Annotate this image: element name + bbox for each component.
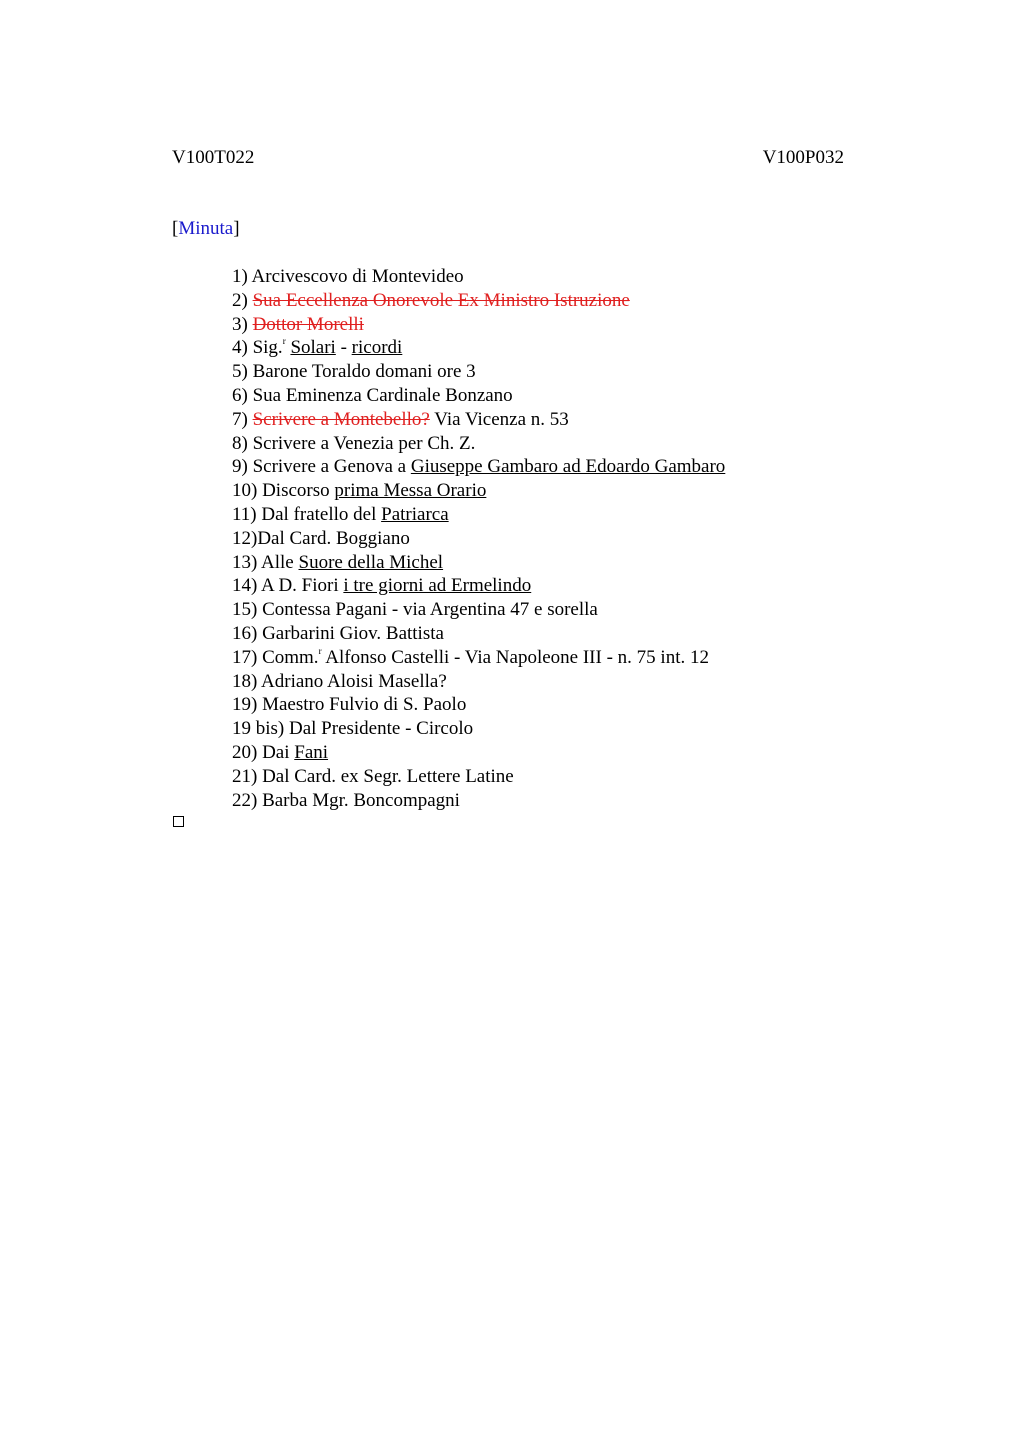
minuta-close-bracket: ]: [233, 218, 240, 239]
item-text: 1) Arcivescovo di Montevideo: [232, 266, 464, 287]
list-item: [232, 289, 725, 313]
superscript: r: [318, 645, 322, 656]
list-item: [232, 408, 725, 432]
underlined-text: Fani: [294, 741, 329, 763]
minuta-link[interactable]: Minuta: [178, 218, 234, 239]
list-item: [232, 336, 725, 360]
list-item: [232, 789, 725, 813]
list-item: [232, 646, 725, 670]
item-text: 22) Barba Mgr. Boncompagni: [232, 789, 460, 811]
minuta-label: [172, 217, 240, 241]
item-text: 18) Adriano Aloisi Masella?: [232, 670, 447, 692]
item-text: -: [335, 337, 352, 359]
correspondence-list: [232, 265, 725, 812]
underlined-text: ricordi: [351, 337, 403, 359]
list-item: [232, 574, 725, 598]
underlined-text: Giuseppe Gambaro ad Edoardo Gambaro: [410, 456, 726, 478]
item-text: 5) Barone Toraldo domani ore 3: [232, 361, 476, 383]
deleted-text: Scrivere a Montebello?: [252, 408, 430, 430]
list-item: [232, 265, 725, 289]
list-item: [232, 551, 725, 575]
list-item: [232, 384, 725, 408]
underlined-text: prima Messa Orario: [334, 480, 487, 502]
list-item: [232, 432, 725, 456]
list-item: [232, 717, 725, 741]
list-item: [232, 765, 725, 789]
list-item: [232, 693, 725, 717]
item-text: Via Vicenza n. 53: [429, 408, 569, 430]
underlined-text: Suore della Michel: [298, 551, 444, 573]
document-code-left: V100T022: [172, 147, 255, 168]
item-text: 12)Dal Card. Boggiano: [232, 527, 410, 549]
list-item: [232, 527, 725, 551]
item-text: 14) A D. Fiori: [232, 575, 344, 597]
item-text: 16) Garbarini Giov. Battista: [232, 622, 444, 644]
item-text: 4) Sig.: [232, 337, 283, 359]
item-text: 9) Scrivere a Genova a: [232, 456, 411, 478]
square-outline-icon: [173, 816, 184, 827]
item-text: Alfonso Castelli - Via Napoleone III - n. 75 int. 12: [321, 646, 709, 668]
list-item: [232, 313, 725, 337]
item-number: 7): [232, 408, 253, 430]
item-text: 10) Discorso: [232, 480, 335, 502]
item-text: 6) Sua Eminenza Cardinale Bonzano: [232, 384, 513, 406]
list-item: [232, 455, 725, 479]
item-text: 15) Contessa Pagani - via Argentina 47 e sorella: [232, 599, 598, 621]
underlined-text: Patriarca: [381, 503, 449, 525]
item-text: 17) Comm.: [232, 646, 319, 668]
item-text: 21) Dal Card. ex Segr. Lettere Latine: [232, 765, 514, 787]
minuta-open-bracket: [: [172, 218, 179, 239]
item-text: 20) Dai: [232, 741, 295, 763]
document-code-right: V100P032: [762, 147, 844, 168]
item-number: 3): [232, 313, 253, 335]
list-item: [232, 503, 725, 527]
item-text: 8) Scrivere a Venezia per Ch. Z.: [232, 432, 476, 454]
list-item: [232, 670, 725, 694]
item-number: 2): [232, 289, 253, 311]
list-item: [232, 741, 725, 765]
deleted-text: Sua Eccellenza Onorevole Ex Ministro Istruzione: [252, 289, 630, 311]
list-item: [232, 598, 725, 622]
deleted-text: Dottor Morelli: [252, 313, 364, 335]
list-item: [232, 622, 725, 646]
underlined-text: Solari: [290, 337, 336, 359]
superscript: r: [282, 336, 286, 347]
item-text: 19) Maestro Fulvio di S. Paolo: [232, 694, 467, 716]
list-item: [232, 360, 725, 384]
item-text: 19 bis) Dal Presidente - Circolo: [232, 718, 474, 740]
item-text: 13) Alle: [232, 551, 299, 573]
list-item: [232, 479, 725, 503]
item-text: 11) Dal fratello del: [232, 503, 382, 525]
underlined-text: i tre giorni ad Ermelindo: [343, 575, 532, 597]
